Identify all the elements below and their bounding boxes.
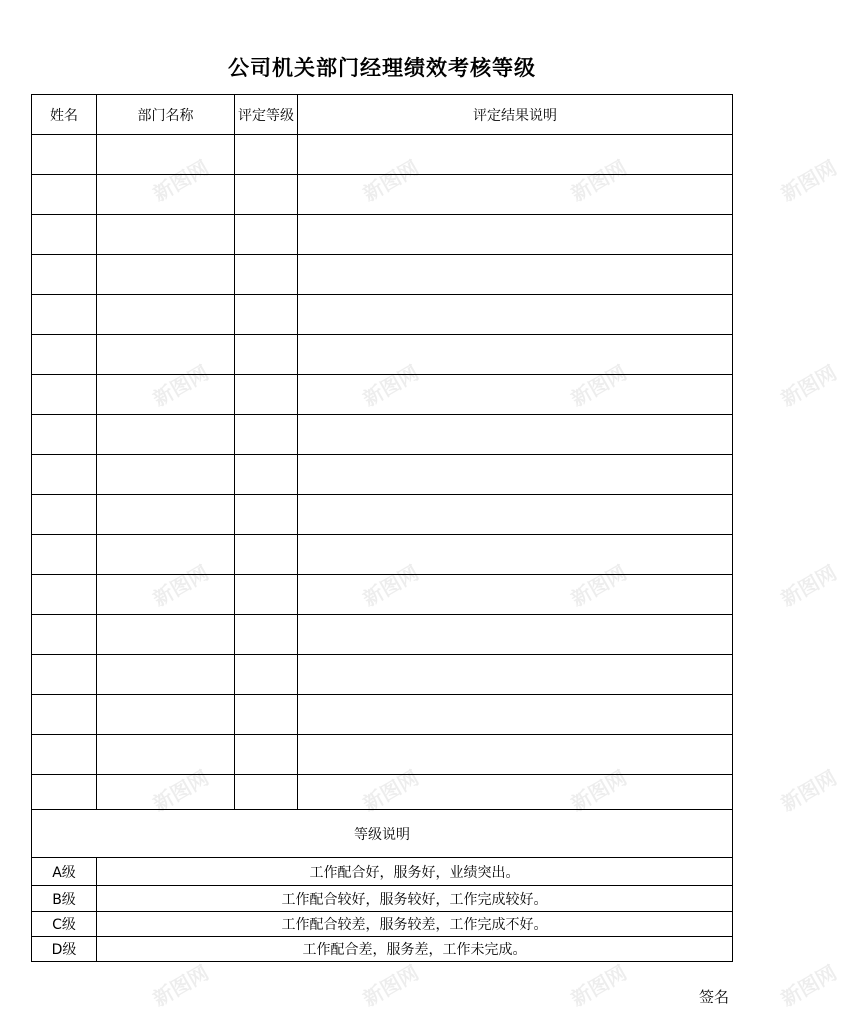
grade-row xyxy=(32,937,733,962)
name-cell[interactable] xyxy=(32,495,97,535)
watermark-text: 新图网 xyxy=(358,560,423,612)
grade-cell[interactable] xyxy=(235,655,298,695)
page-title: 公司机关部门经理绩效考核等级 xyxy=(228,56,536,80)
table-row xyxy=(32,535,733,575)
table-row xyxy=(32,615,733,655)
grade-cell[interactable] xyxy=(235,615,298,655)
name-cell[interactable] xyxy=(32,535,97,575)
grade-row xyxy=(32,858,733,886)
description-cell[interactable] xyxy=(298,615,733,655)
grade-description: 工作配合差，服务差，工作未完成。 xyxy=(97,937,733,962)
grade-cell[interactable] xyxy=(235,175,298,215)
grade-cell[interactable] xyxy=(235,375,298,415)
grade-description: 工作配合较差，服务较差，工作完成不好。 xyxy=(97,912,733,937)
department-cell[interactable] xyxy=(97,615,235,655)
department-cell[interactable] xyxy=(97,655,235,695)
department-cell[interactable] xyxy=(97,495,235,535)
watermark-text: 新图网 xyxy=(776,960,841,1012)
department-cell[interactable] xyxy=(97,375,235,415)
department-cell[interactable] xyxy=(97,735,235,775)
watermark-text: 新图网 xyxy=(148,155,213,207)
description-cell[interactable] xyxy=(298,775,733,810)
department-cell[interactable] xyxy=(97,575,235,615)
table-row xyxy=(32,255,733,295)
watermark-text: 新图网 xyxy=(566,360,631,412)
watermark-text: 新图网 xyxy=(776,765,841,817)
signature-label: 签名 xyxy=(699,988,730,1006)
name-cell[interactable] xyxy=(32,375,97,415)
name-cell[interactable] xyxy=(32,455,97,495)
grade-section-title: 等级说明 xyxy=(32,810,733,858)
table-row xyxy=(32,335,733,375)
grade-cell[interactable] xyxy=(235,255,298,295)
grade-cell[interactable] xyxy=(235,215,298,255)
table-row xyxy=(32,735,733,775)
grade-cell[interactable] xyxy=(235,135,298,175)
description-cell[interactable] xyxy=(298,295,733,335)
name-cell[interactable] xyxy=(32,255,97,295)
department-cell[interactable] xyxy=(97,455,235,495)
watermark-text: 新图网 xyxy=(358,765,423,817)
department-cell[interactable] xyxy=(97,175,235,215)
grade-cell[interactable] xyxy=(235,575,298,615)
department-cell[interactable] xyxy=(97,295,235,335)
table-row xyxy=(32,695,733,735)
name-cell[interactable] xyxy=(32,775,97,810)
header-row xyxy=(32,95,733,135)
name-cell[interactable] xyxy=(32,695,97,735)
table-row xyxy=(32,135,733,175)
watermark-text: 新图网 xyxy=(358,155,423,207)
name-cell[interactable] xyxy=(32,575,97,615)
name-cell[interactable] xyxy=(32,615,97,655)
grade-level: B级 xyxy=(32,886,97,912)
grade-description: 工作配合较好，服务较好，工作完成较好。 xyxy=(97,886,733,912)
grade-cell[interactable] xyxy=(235,295,298,335)
description-cell[interactable] xyxy=(298,335,733,375)
description-cell[interactable] xyxy=(298,575,733,615)
grade-cell[interactable] xyxy=(235,335,298,375)
header-description: 评定结果说明 xyxy=(298,95,733,135)
watermark-text: 新图网 xyxy=(148,360,213,412)
grade-cell[interactable] xyxy=(235,695,298,735)
department-cell[interactable] xyxy=(97,415,235,455)
table-row xyxy=(32,295,733,335)
description-cell[interactable] xyxy=(298,455,733,495)
grade-section-row xyxy=(32,810,733,858)
description-cell[interactable] xyxy=(298,695,733,735)
name-cell[interactable] xyxy=(32,135,97,175)
watermark-text: 新图网 xyxy=(776,155,841,207)
description-cell[interactable] xyxy=(298,535,733,575)
grade-row xyxy=(32,912,733,937)
table-row xyxy=(32,655,733,695)
header-name: 姓名 xyxy=(32,95,97,135)
description-cell[interactable] xyxy=(298,135,733,175)
grade-cell[interactable] xyxy=(235,775,298,810)
table-row xyxy=(32,455,733,495)
grade-cell[interactable] xyxy=(235,415,298,455)
watermark-text: 新图网 xyxy=(358,360,423,412)
description-cell[interactable] xyxy=(298,255,733,295)
watermark-text: 新图网 xyxy=(566,155,631,207)
watermark-text: 新图网 xyxy=(566,765,631,817)
watermark-text: 新图网 xyxy=(148,960,213,1012)
grade-cell[interactable] xyxy=(235,495,298,535)
table-row xyxy=(32,575,733,615)
header-grade: 评定等级 xyxy=(235,95,298,135)
watermark-text: 新图网 xyxy=(566,960,631,1012)
department-cell[interactable] xyxy=(97,775,235,810)
description-cell[interactable] xyxy=(298,735,733,775)
grade-level: A级 xyxy=(32,858,97,886)
table-row xyxy=(32,215,733,255)
department-cell[interactable] xyxy=(97,255,235,295)
grade-cell[interactable] xyxy=(235,455,298,495)
grade-cell[interactable] xyxy=(235,735,298,775)
department-cell[interactable] xyxy=(97,535,235,575)
watermark-text: 新图网 xyxy=(776,560,841,612)
department-cell[interactable] xyxy=(97,215,235,255)
watermark-text: 新图网 xyxy=(148,765,213,817)
department-cell[interactable] xyxy=(97,135,235,175)
department-cell[interactable] xyxy=(97,695,235,735)
table-row xyxy=(32,415,733,455)
table-row xyxy=(32,375,733,415)
name-cell[interactable] xyxy=(32,215,97,255)
grade-row xyxy=(32,886,733,912)
name-cell[interactable] xyxy=(32,735,97,775)
description-cell[interactable] xyxy=(298,375,733,415)
name-cell[interactable] xyxy=(32,655,97,695)
grade-level: D级 xyxy=(32,937,97,962)
grade-description: 工作配合好，服务好，业绩突出。 xyxy=(97,858,733,886)
table-row xyxy=(32,175,733,215)
description-cell[interactable] xyxy=(298,215,733,255)
name-cell[interactable] xyxy=(32,175,97,215)
department-cell[interactable] xyxy=(97,335,235,375)
description-cell[interactable] xyxy=(298,415,733,455)
table-row xyxy=(32,495,733,535)
watermark-text: 新图网 xyxy=(358,960,423,1012)
description-cell[interactable] xyxy=(298,655,733,695)
watermark-text: 新图网 xyxy=(566,560,631,612)
description-cell[interactable] xyxy=(298,495,733,535)
name-cell[interactable] xyxy=(32,335,97,375)
table-row xyxy=(32,775,733,810)
description-cell[interactable] xyxy=(298,175,733,215)
name-cell[interactable] xyxy=(32,415,97,455)
name-cell[interactable] xyxy=(32,295,97,335)
watermark-text: 新图网 xyxy=(776,360,841,412)
header-department: 部门名称 xyxy=(97,95,235,135)
grade-level: C级 xyxy=(32,912,97,937)
grade-cell[interactable] xyxy=(235,535,298,575)
assessment-table xyxy=(31,94,733,962)
watermark-text: 新图网 xyxy=(148,560,213,612)
